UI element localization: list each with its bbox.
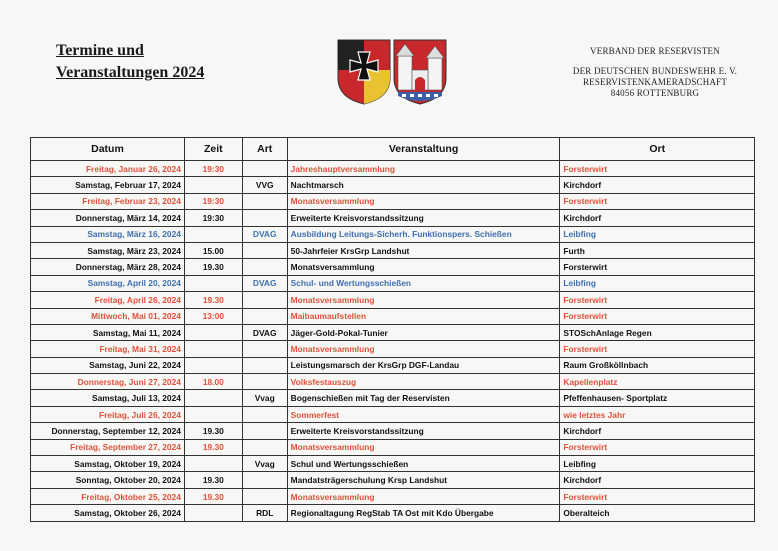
cell-time [184, 275, 242, 291]
table-row [31, 161, 755, 177]
table-row [31, 472, 755, 488]
cell-event: Leistungsmarsch der KrsGrp DGF-Landau [287, 357, 560, 373]
cell-event: Erweiterte Kreisvorstandssitzung [287, 210, 560, 226]
column-header-event: Veranstaltung [287, 138, 560, 161]
cell-place: Forsterwirt [560, 193, 755, 209]
cell-place: Forsterwirt [560, 439, 755, 455]
cell-art [242, 210, 287, 226]
cell-time: 19.30 [184, 292, 242, 308]
cell-event: Maibaumaufstellen [287, 308, 560, 324]
cell-date: Freitag, September 27, 2024 [31, 439, 185, 455]
cell-date: Samstag, Februar 17, 2024 [31, 177, 185, 193]
table-row [31, 341, 755, 357]
cell-time: 15.00 [184, 242, 242, 258]
cell-art [242, 488, 287, 504]
table-row [31, 177, 755, 193]
cell-date: Sonntag, Oktober 20, 2024 [31, 472, 185, 488]
cell-art [242, 406, 287, 422]
cell-place: Forsterwirt [560, 292, 755, 308]
cell-event: Schul und Wertungsschießen [287, 456, 560, 472]
crest-logo [336, 38, 448, 108]
cell-event: Ausbildung Leitungs-Sicherh. Funktionspers. Schießen [287, 226, 560, 242]
cell-date: Freitag, Januar 26, 2024 [31, 161, 185, 177]
cell-art: DVAG [242, 226, 287, 242]
cell-time [184, 456, 242, 472]
cell-event: Monatsversammlung [287, 439, 560, 455]
cell-place: Forsterwirt [560, 161, 755, 177]
cell-time: 19.30 [184, 472, 242, 488]
cell-date: Mittwoch, Mai 01, 2024 [31, 308, 185, 324]
cell-place: Kirchdorf [560, 423, 755, 439]
cell-date: Donnerstag, Juni 27, 2024 [31, 374, 185, 390]
cell-place: Leibfing [560, 275, 755, 291]
cell-time: 19.30 [184, 488, 242, 504]
cell-date: Freitag, Oktober 25, 2024 [31, 488, 185, 504]
cell-event: Volksfestauszug [287, 374, 560, 390]
cell-art: Vvag [242, 390, 287, 406]
cell-art [242, 423, 287, 439]
cell-date: Samstag, April 20, 2024 [31, 275, 185, 291]
cell-date: Donnerstag, März 28, 2024 [31, 259, 185, 275]
cell-event: Bogenschießen mit Tag der Reservisten [287, 390, 560, 406]
cell-time [184, 324, 242, 340]
cell-art [242, 259, 287, 275]
table-header-row [31, 138, 755, 161]
page-title [56, 40, 204, 84]
cell-time [184, 357, 242, 373]
table-row [31, 505, 755, 521]
cell-time [184, 406, 242, 422]
table-row [31, 390, 755, 406]
cell-date: Freitag, Juli 26, 2024 [31, 406, 185, 422]
cell-date: Freitag, Mai 31, 2024 [31, 341, 185, 357]
cell-art [242, 292, 287, 308]
table-row [31, 275, 755, 291]
cell-time: 19:30 [184, 210, 242, 226]
cell-place: Raum Großköllnbach [560, 357, 755, 373]
column-header-place: Ort [560, 138, 755, 161]
cell-art [242, 308, 287, 324]
org-line-1: VERBAND DER RESERVISTEN [590, 46, 720, 56]
cell-event: Monatsversammlung [287, 193, 560, 209]
cell-art: VVG [242, 177, 287, 193]
cell-art [242, 193, 287, 209]
table-row [31, 210, 755, 226]
cell-event: Monatsversammlung [287, 341, 560, 357]
title-line-2: Veranstaltungen 2024 [56, 64, 205, 81]
cell-event: Monatsversammlung [287, 488, 560, 504]
cell-event: Nachtmarsch [287, 177, 560, 193]
cell-date: Samstag, März 16, 2024 [31, 226, 185, 242]
cell-art [242, 439, 287, 455]
table-row [31, 259, 755, 275]
cell-art [242, 472, 287, 488]
cell-date: Donnerstag, September 12, 2024 [31, 423, 185, 439]
cell-art: Vvag [242, 456, 287, 472]
table-row [31, 406, 755, 422]
column-header-art: Art [242, 138, 287, 161]
cell-event: Monatsversammlung [287, 259, 560, 275]
table-row [31, 488, 755, 504]
cell-place: Forsterwirt [560, 488, 755, 504]
cell-date: Samstag, Juni 22, 2024 [31, 357, 185, 373]
cell-art [242, 161, 287, 177]
iron-cross-shield-icon [338, 40, 390, 104]
cell-place: Leibfing [560, 226, 755, 242]
org-line-4: 84056 ROTTENBURG [610, 88, 700, 98]
cell-art [242, 357, 287, 373]
cell-time: 19.30 [184, 423, 242, 439]
cell-date: Samstag, Juli 13, 2024 [31, 390, 185, 406]
table-row [31, 193, 755, 209]
cell-event: Monatsversammlung [287, 292, 560, 308]
cell-art: DVAG [242, 275, 287, 291]
org-line-2: DER DEUTSCHEN BUNDESWEHR E. V. [572, 66, 738, 76]
cell-time [184, 226, 242, 242]
cell-time: 19.30 [184, 259, 242, 275]
table-row [31, 324, 755, 340]
cell-art: RDL [242, 505, 287, 521]
table-row [31, 423, 755, 439]
cell-event: Sommerfest [287, 406, 560, 422]
cell-date: Samstag, März 23, 2024 [31, 242, 185, 258]
cell-place: Forsterwirt [560, 259, 755, 275]
cell-place: Forsterwirt [560, 308, 755, 324]
cell-event: Schul- und Wertungsschießen [287, 275, 560, 291]
cell-art [242, 242, 287, 258]
cell-place: wie letztes Jahr [560, 406, 755, 422]
cell-place: Forsterwirt [560, 341, 755, 357]
org-line-3: RESERVISTENKAMERADSCHAFT [582, 77, 728, 87]
table-row [31, 226, 755, 242]
column-header-time: Zeit [184, 138, 242, 161]
cell-place: STOSchAnlage Regen [560, 324, 755, 340]
cell-time [184, 505, 242, 521]
table-row [31, 374, 755, 390]
cell-event: 50-Jahrfeier KrsGrp Landshut [287, 242, 560, 258]
cell-art [242, 374, 287, 390]
table-row [31, 242, 755, 258]
cell-place: Oberalteich [560, 505, 755, 521]
cell-date: Freitag, April 26, 2024 [31, 292, 185, 308]
cell-art: DVAG [242, 324, 287, 340]
events-table [30, 137, 755, 522]
cell-date: Samstag, Mai 11, 2024 [31, 324, 185, 340]
cell-time [184, 177, 242, 193]
cell-place: Kirchdorf [560, 472, 755, 488]
cell-time: 19.30 [184, 439, 242, 455]
cell-event: Mandatsträgerschulung Krsp Landshut [287, 472, 560, 488]
cell-event: Jäger-Gold-Pokal-Tunier [287, 324, 560, 340]
cell-date: Donnerstag, März 14, 2024 [31, 210, 185, 226]
cell-date: Samstag, Oktober 19, 2024 [31, 456, 185, 472]
cell-time: 19:30 [184, 193, 242, 209]
cell-time: 13:00 [184, 308, 242, 324]
cell-place: Leibfing [560, 456, 755, 472]
cell-event: Jahreshauptversammlung [287, 161, 560, 177]
table-row [31, 308, 755, 324]
table-row [31, 456, 755, 472]
town-towers-shield-icon [394, 40, 446, 104]
cell-time: 18.00 [184, 374, 242, 390]
table-row [31, 292, 755, 308]
table-row [31, 439, 755, 455]
table-row [31, 357, 755, 373]
cell-place: Kirchdorf [560, 177, 755, 193]
cell-place: Furth [560, 242, 755, 258]
cell-event: Erweiterte Kreisvorstandssitzung [287, 423, 560, 439]
cell-place: Pfeffenhausen- Sportplatz [560, 390, 755, 406]
organization-block [548, 46, 762, 99]
title-line-1: Termine und [56, 42, 144, 59]
cell-art [242, 341, 287, 357]
cell-date: Samstag, Oktober 26, 2024 [31, 505, 185, 521]
cell-time: 19:30 [184, 161, 242, 177]
cell-event: Regionaltagung RegStab TA Ost mit Kdo Übergabe [287, 505, 560, 521]
column-header-date: Datum [31, 138, 185, 161]
cell-time [184, 390, 242, 406]
cell-place: Kirchdorf [560, 210, 755, 226]
cell-time [184, 341, 242, 357]
cell-place: Kapellenplatz [560, 374, 755, 390]
cell-date: Freitag, Februar 23, 2024 [31, 193, 185, 209]
